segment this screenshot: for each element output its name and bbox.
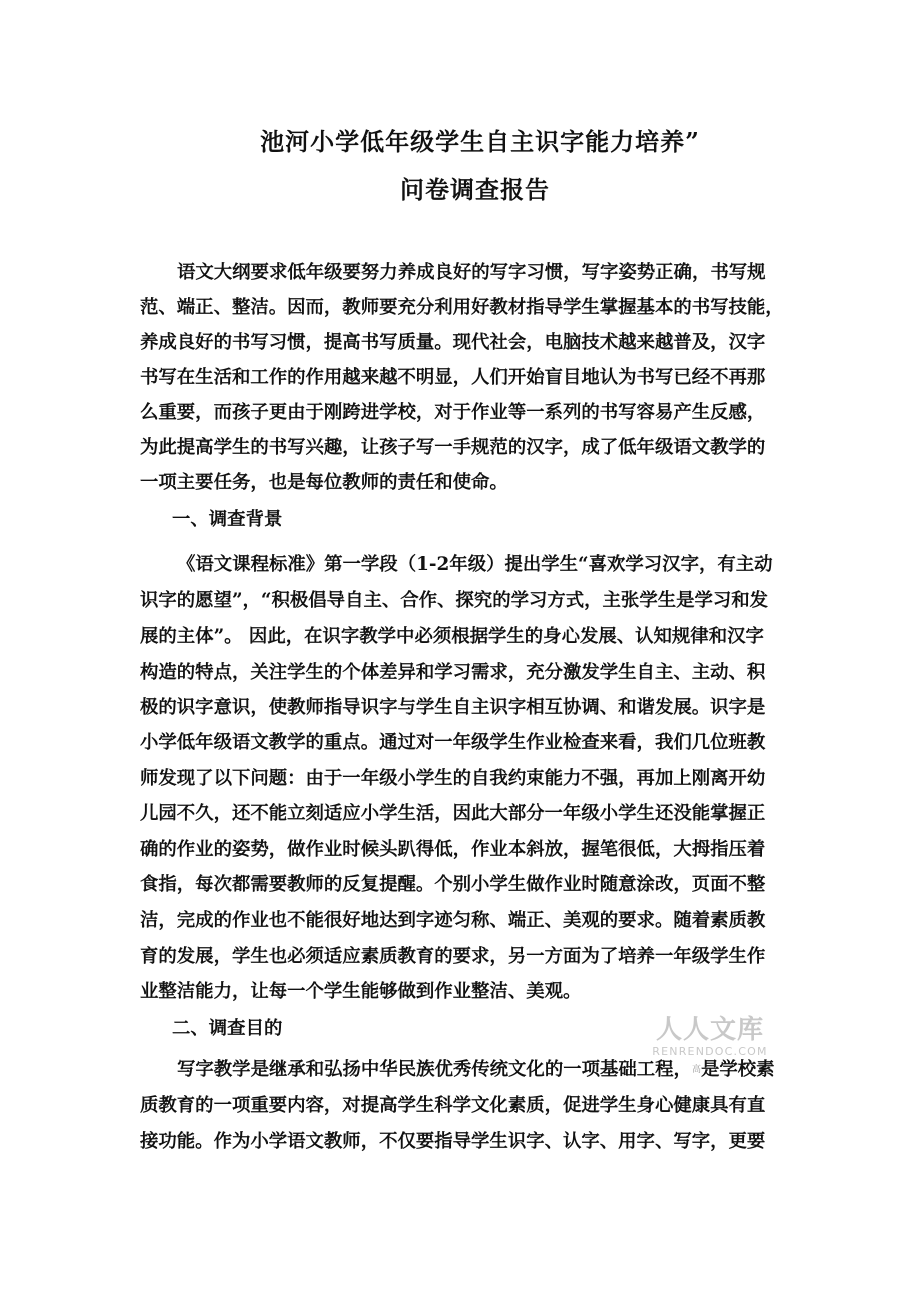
document-title-line-1: 池河小学低年级学生自主识字能力培养” xyxy=(260,127,700,156)
section-heading-background: 一、调查背景 xyxy=(172,509,283,530)
paragraph-line: 语文大纲要求低年级要努力养成良好的写字习惯，写字姿势正确，书写规 xyxy=(177,262,766,283)
paragraph-line: 业整洁能力，让每一个学生能够做到作业整洁、美观。 xyxy=(140,981,582,1002)
paragraph-line: 儿园不久，还不能立刻适应小学生活，因此大部分一年级小学生还没能掌握正 xyxy=(140,803,766,824)
paragraph-line: 识字的愿望”，“积极倡导自主、合作、探究的学习方式，主张学生是学习和发 xyxy=(140,590,769,611)
paragraph-line: 为此提高学生的书写兴趣，让孩子写一手规范的汉字，成了低年级语文教学的 xyxy=(140,437,766,458)
paragraph-line: 育的发展，学生也必须适应素质教育的要求，另一方面为了培养一年级学生作 xyxy=(140,946,766,967)
paragraph-line: 养成良好的书写习惯，提高书写质量。现代社会，电脑技术越来越普及，汉字 xyxy=(140,332,766,353)
paragraph-line: 极的识字意识，使教师指导识字与学生自主识字相互协调、和谐发展。识字是 xyxy=(140,697,766,718)
section-heading-purpose: 二、调查目的 xyxy=(172,1018,283,1039)
paragraph-line-text: 写字教学是继承和弘扬中华民族优秀传统文化的一项基础工程， xyxy=(177,1059,692,1080)
paragraph-line: 一项主要任务，也是每位教师的责任和使命。 xyxy=(140,472,508,493)
paragraph-line-tail: 是学校素 xyxy=(700,1059,775,1080)
paragraph-line: 构造的特点，关注学生的个体差异和学习需求，充分激发学生自主、主动、积 xyxy=(140,662,766,683)
paragraph-line: 食指，每次都需要教师的反复提醒。个别小学生做作业时随意涂改，页面不整 xyxy=(140,874,766,895)
paragraph-line: 接功能。作为小学语文教师，不仅要指导学生识字、认字、用字、写字，更要 xyxy=(140,1131,766,1152)
paragraph-line: 展的主体”。 因此，在识字教学中必须根据学生的身心发展、认知规律和汉字 xyxy=(140,626,764,647)
paragraph-line: 确的作业的姿势，做作业时候头趴得低，作业本斜放，握笔很低，大拇指压着 xyxy=(140,839,766,860)
paragraph-line xyxy=(177,1057,775,1083)
document-title-line-2: 问卷调查报告 xyxy=(400,175,550,204)
tiny-mark: 高 xyxy=(691,1065,701,1075)
watermark-logo xyxy=(648,1015,772,1059)
paragraph-line: 范、端正、整洁。因而，教师要充分利用好教材指导学生掌握基本的书写技能， xyxy=(140,297,784,318)
paragraph-line: 么重要，而孩子更由于刚跨进学校，对于作业等一系列的书写容易产生反感， xyxy=(140,402,766,423)
paragraph-line: 书写在生活和工作的作用越来越不明显，人们开始盲目地认为书写已经不再那 xyxy=(140,367,766,388)
paragraph-line: 师发现了以下问题：由于一年级小学生的自我约束能力不强，再加上刚离开幼 xyxy=(140,768,766,789)
paragraph-line: 小学低年级语文教学的重点。通过对一年级学生作业检查来看，我们几位班教 xyxy=(140,732,766,753)
watermark-brand-cn: 人人文库 xyxy=(655,1015,764,1045)
watermark-brand-en: RENRENDOC.COM xyxy=(652,1045,768,1058)
paragraph-line: 洁，完成的作业也不能很好地达到字迹匀称、端正、美观的要求。随着素质教 xyxy=(140,910,766,931)
paragraph-line: 《语文课程标准》第一学段（1-2年级）提出学生“喜欢学习汉字，有主动 xyxy=(177,554,773,575)
paragraph-line: 质教育的一项重要内容，对提高学生科学文化素质，促进学生身心健康具有直 xyxy=(140,1095,766,1116)
